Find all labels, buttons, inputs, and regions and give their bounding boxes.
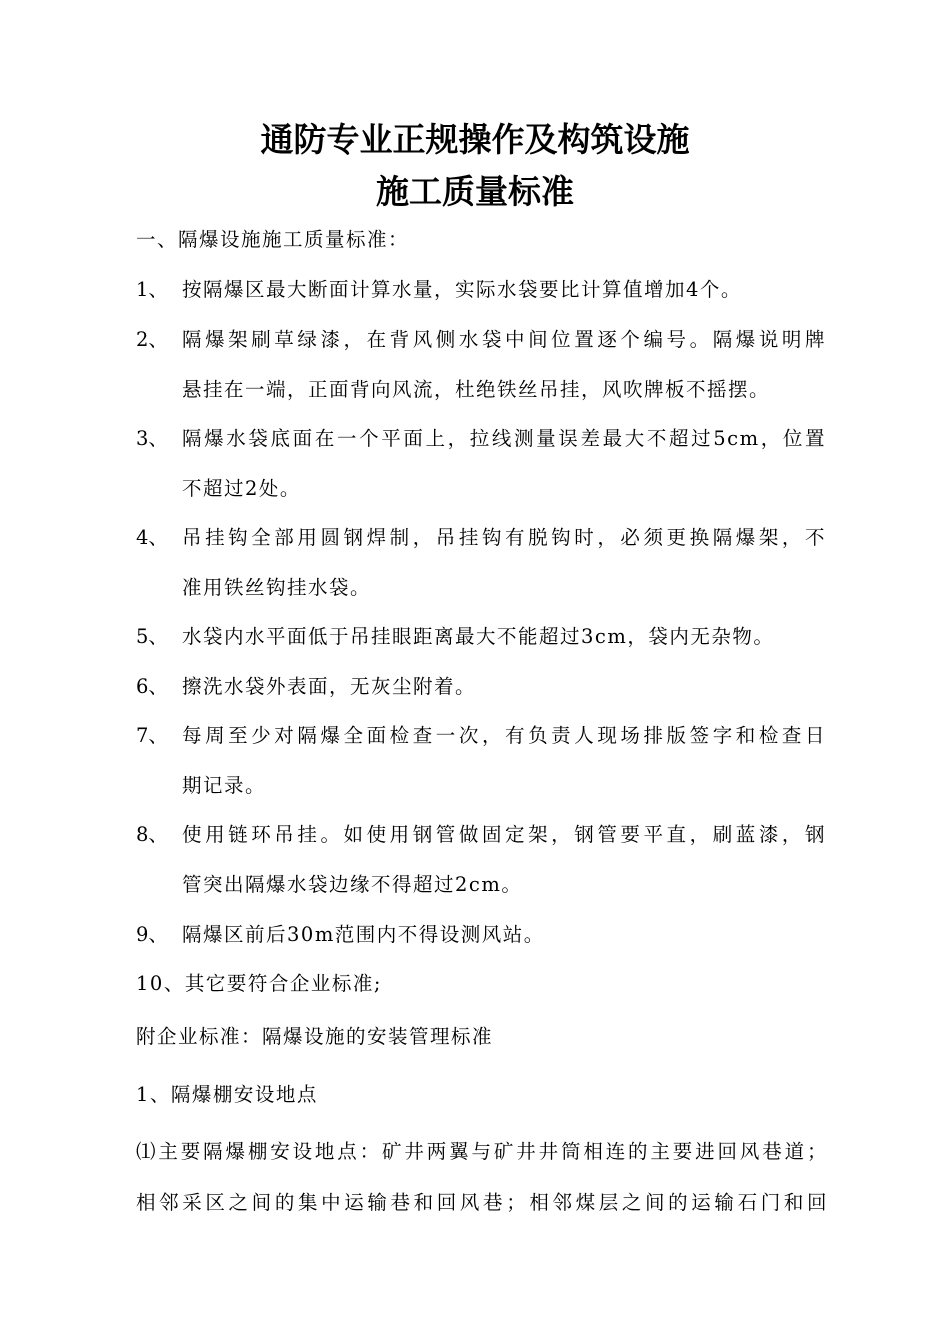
section-heading: 一、隔爆设施施工质量标准：: [136, 228, 410, 251]
list-item-text-continued: 不超过2处。: [182, 477, 301, 500]
paragraph-line-2: 相邻采区之间的集中运输巷和回风巷；相邻煤层之间的运输石门和回: [136, 1191, 828, 1214]
document-title-line-1: 通防专业正规操作及构筑设施: [260, 120, 690, 159]
document-title-line-2: 施工质量标准: [376, 172, 574, 211]
list-item-text: 每周至少对隔爆全面检查一次，有负责人现场排版签字和检查日: [182, 724, 826, 747]
list-item-number: 6、: [136, 675, 168, 698]
list-item-text-continued: 悬挂在一端，正面背向风流，杜绝铁丝吊挂，风吹牌板不摇摆。: [182, 378, 771, 401]
list-item-text: 使用链环吊挂。如使用钢管做固定架，钢管要平直，刷蓝漆，钢: [182, 823, 826, 846]
list-item-text: 隔爆架刷草绿漆，在背风侧水袋中间位置逐个编号。隔爆说明牌: [182, 328, 826, 351]
list-item-text: 隔爆区前后30m范围内不得设测风站。: [182, 923, 545, 946]
subsection-heading: 1、隔爆棚安设地点: [136, 1083, 318, 1106]
list-item-number: 9、: [136, 923, 168, 946]
appendix-heading: 附企业标准：隔爆设施的安装管理标准: [136, 1025, 494, 1048]
list-item-text: 擦洗水袋外表面，无灰尘附着。: [182, 675, 477, 698]
list-item-number: 4、: [136, 526, 168, 549]
list-item-10: 10、其它要符合企业标准;: [136, 972, 382, 995]
list-item-text-continued: 准用铁丝钩挂水袋。: [182, 576, 372, 599]
list-item-number: 8、: [136, 823, 168, 846]
list-item-text: 水袋内水平面低于吊挂眼距离最大不能超过3cm，袋内无杂物。: [182, 625, 775, 648]
list-item-text: 隔爆水袋底面在一个平面上，拉线测量误差最大不超过5cm，位置: [182, 427, 826, 450]
list-item-number: 2、: [136, 328, 168, 351]
list-item-number: 3、: [136, 427, 168, 450]
list-item-text-continued: 管突出隔爆水袋边缘不得超过2cm。: [182, 873, 523, 896]
list-item-text-continued: 期记录。: [182, 774, 267, 797]
list-item-number: 7、: [136, 724, 168, 747]
list-item-text: 吊挂钩全部用圆钢焊制，吊挂钩有脱钩时，必须更换隔爆架，不: [182, 526, 826, 549]
list-item-number: 5、: [136, 625, 168, 648]
list-item-text: 按隔爆区最大断面计算水量，实际水袋要比计算值增加4个。: [182, 278, 742, 301]
list-item-number: 1、: [136, 278, 168, 301]
paragraph-line-1: ⑴主要隔爆棚安设地点：矿井两翼与矿井井筒相连的主要进回风巷道；: [136, 1140, 828, 1163]
